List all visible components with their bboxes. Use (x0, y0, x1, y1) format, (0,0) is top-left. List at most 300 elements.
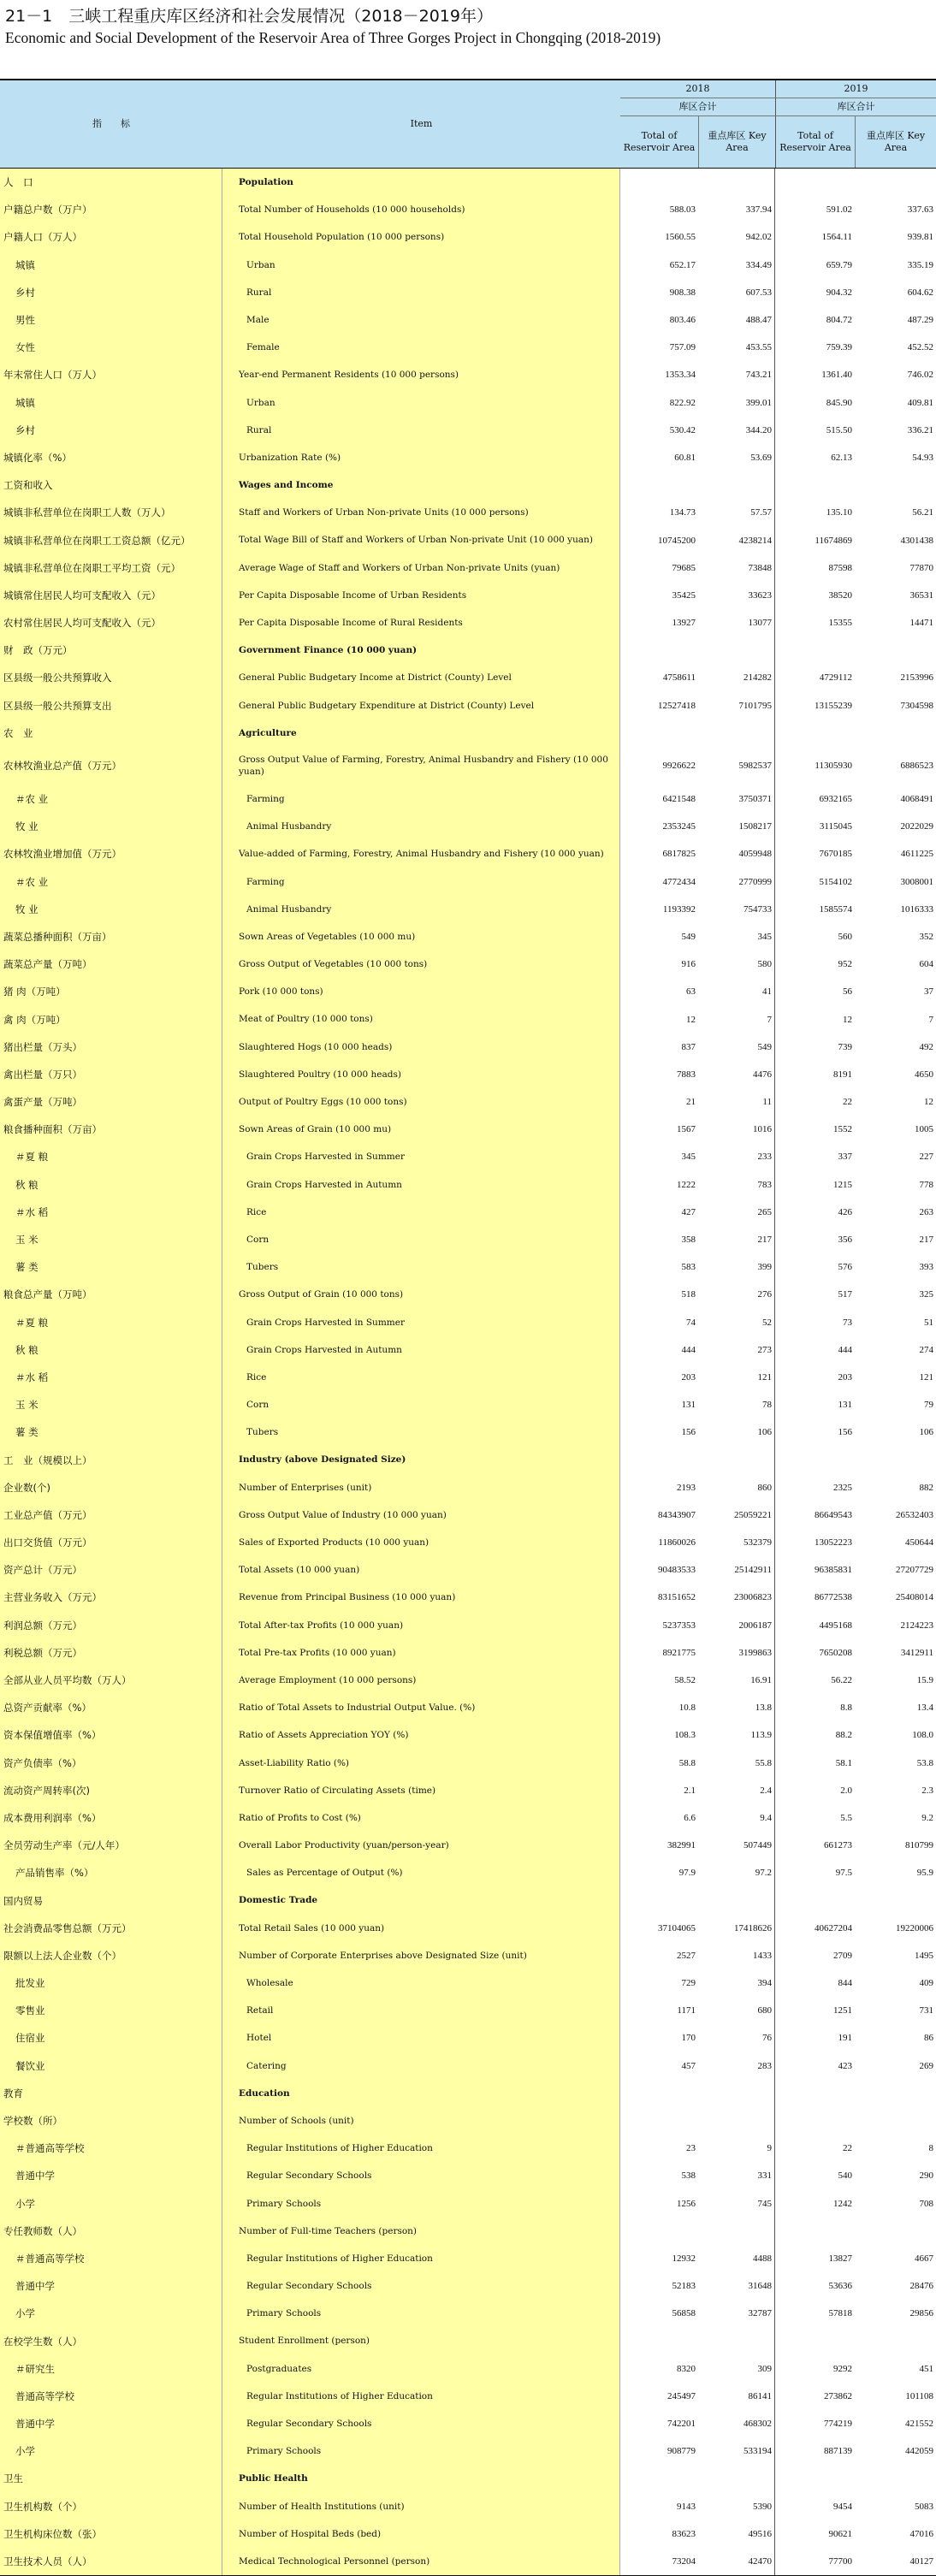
value-key-area-2019: 1495 (915, 1950, 933, 1961)
value-total-2019 (776, 2218, 855, 2245)
value-key-area-2018: 5390 (699, 2493, 775, 2520)
value-total-2018: 23 (686, 2143, 696, 2154)
indicator-cn: 教育 (0, 2080, 222, 2107)
indicator-cn: 城镇非私营单位在岗职工人数（万人） (0, 499, 222, 526)
value-total-2018: 8921775 (662, 1647, 696, 1658)
value-total-2019: 591.02 (826, 204, 852, 216)
item-en: Staff and Workers of Urban Non-private Units (10 000 persons) (222, 499, 620, 526)
value-key-area-2018: 78 (699, 1391, 775, 1418)
item-en: Student Enrollment (person) (222, 2327, 620, 2354)
indicator-cn: 禽蛋产量（万吨） (0, 1088, 222, 1116)
value-total-2019: 273862 (824, 2390, 852, 2401)
value-key-area-2018: 265 (699, 1199, 775, 1226)
value-key-area-2018: 743.21 (699, 361, 775, 388)
value-key-area-2018: 607.53 (699, 279, 775, 306)
value-key-area-2019: 121 (919, 1371, 933, 1383)
value-key-area-2019: 882 (919, 1482, 933, 1493)
table-row (0, 1997, 936, 2024)
header-indicator: 指 标 (0, 80, 223, 168)
value-key-area-2018: 4488 (699, 2245, 775, 2272)
value-total-2019: 53636 (828, 2281, 852, 2292)
indicator-cn: ＃普通高等学校 (0, 2135, 222, 2162)
indicator-cn: 区县级一般公共预算支出 (0, 692, 222, 720)
value-total-2019: 337 (838, 1152, 852, 1163)
indicator-cn: 工 业（规模以上） (0, 1446, 222, 1473)
item-en: Animal Husbandry (222, 813, 620, 840)
table-row (0, 1777, 936, 1804)
indicator-cn: 牧 业 (0, 896, 222, 923)
indicator-cn: 零售业 (0, 1997, 222, 2024)
item-en: Grain Crops Harvested in Summer (222, 1143, 620, 1170)
value-total-2018: 427 (681, 1206, 696, 1217)
value-key-area-2019: 4650 (915, 1069, 933, 1080)
value-total-2019 (776, 1446, 855, 1473)
value-total-2019: 7650208 (819, 1647, 852, 1658)
value-total-2019: 5154102 (819, 876, 852, 887)
value-key-area-2019: 778 (919, 1179, 933, 1190)
value-total-2018: 52183 (672, 2281, 696, 2292)
value-key-area-2018: 468302 (699, 2410, 775, 2437)
item-en: Female (222, 334, 620, 361)
indicator-cn: 产品销售率（%） (0, 1859, 222, 1886)
value-total-2019: 12 (843, 1014, 852, 1025)
table-row (0, 868, 936, 896)
value-key-area-2018: 3199863 (699, 1639, 775, 1667)
value-total-2019: 73 (843, 1317, 852, 1328)
table-row (0, 2135, 936, 2162)
value-total-2018: 742201 (667, 2419, 696, 2430)
item-en: Agriculture (222, 720, 620, 747)
item-en: Wages and Income (222, 471, 620, 499)
category-row (0, 2080, 936, 2107)
value-total-2018: 757.09 (669, 342, 696, 353)
table-row (0, 196, 936, 223)
category-row (0, 1446, 936, 1473)
table-row (0, 2355, 936, 2383)
table-row (0, 1116, 936, 1143)
value-total-2019: 22 (843, 2143, 852, 2154)
category-row (0, 1886, 936, 1914)
value-total-2019: 88.2 (835, 1730, 852, 1741)
value-total-2019: 4495168 (819, 1620, 852, 1631)
value-key-area-2018: 580 (699, 950, 775, 978)
value-total-2019: 8.8 (840, 1703, 852, 1714)
value-total-2018: 60.81 (674, 452, 696, 463)
table-row (0, 1721, 936, 1749)
value-total-2019 (776, 471, 855, 499)
indicator-cn: 猪 肉（万吨） (0, 978, 222, 1005)
value-key-area-2019: 7 (928, 1014, 933, 1025)
value-key-area-2018: 217 (699, 1226, 775, 1253)
indicator-cn: 薯 类 (0, 1253, 222, 1281)
item-en: Number of Schools (unit) (222, 2107, 620, 2135)
header-reservoir-total-2018: 库区合计 (620, 98, 776, 116)
value-key-area-2018: 283 (699, 2052, 775, 2080)
indicator-cn: 流动资产周转率(次) (0, 1777, 222, 1804)
value-key-area-2019: 810799 (905, 1840, 933, 1851)
value-key-area-2018: 97.2 (699, 1859, 775, 1886)
indicator-cn: ＃农 业 (0, 785, 222, 813)
indicator-cn: 普通中学 (0, 2272, 222, 2300)
value-total-2019: 86772538 (815, 1592, 852, 1603)
value-total-2019: 13052223 (815, 1537, 852, 1549)
item-en: Total Wage Bill of Staff and Workers of Urban Non-private Unit (10 000 yuan) (222, 526, 620, 554)
item-en: General Public Budgetary Income at District (County) Level (222, 664, 620, 691)
value-total-2019: 426 (838, 1206, 852, 1217)
value-key-area-2019: 4301438 (900, 535, 933, 546)
item-en: Regular Secondary Schools (222, 2272, 620, 2300)
table-row (0, 1253, 936, 1281)
table-row (0, 2520, 936, 2548)
value-key-area-2019 (856, 1886, 936, 1914)
value-key-area-2018: 745 (699, 2190, 775, 2218)
value-key-area-2018: 507449 (699, 1832, 775, 1859)
value-key-area-2019: 337.63 (907, 204, 933, 216)
value-total-2019: 2325 (833, 1482, 852, 1493)
table-row (0, 389, 936, 417)
table-body (0, 169, 936, 2575)
value-total-2018 (620, 169, 698, 196)
value-key-area-2018 (699, 2107, 775, 2135)
value-key-area-2018: 7 (699, 1005, 775, 1033)
item-en: Sown Areas of Vegetables (10 000 mu) (222, 923, 620, 950)
indicator-cn: 玉 米 (0, 1391, 222, 1418)
indicator-cn: 城镇化率（%） (0, 444, 222, 471)
item-en: Year-end Permanent Residents (10 000 persons) (222, 361, 620, 388)
value-key-area-2018: 3750371 (699, 785, 775, 813)
table-row (0, 334, 936, 361)
table-row (0, 2437, 936, 2465)
value-total-2018: 444 (681, 1344, 696, 1355)
table-row (0, 747, 936, 785)
value-total-2018: 12932 (672, 2253, 696, 2264)
value-total-2018: 1222 (677, 1179, 696, 1190)
value-total-2018: 73204 (672, 2556, 696, 2567)
table-row (0, 361, 936, 388)
category-row (0, 637, 936, 664)
value-total-2018: 58.8 (678, 1757, 696, 1768)
value-key-area-2019 (856, 2080, 936, 2107)
value-key-area-2019: 8 (928, 2143, 933, 2154)
value-key-area-2018: 41 (699, 978, 775, 1005)
value-total-2019: 1361.40 (821, 370, 852, 381)
value-total-2018: 7883 (677, 1069, 696, 1080)
value-key-area-2019: 4667 (915, 2253, 933, 2264)
value-total-2018: 9143 (677, 2501, 696, 2512)
value-key-area-2019: 2124223 (900, 1620, 933, 1631)
value-key-area-2018: 121 (699, 1364, 775, 1391)
category-row (0, 2465, 936, 2492)
indicator-cn: 资产总计（万元） (0, 1556, 222, 1584)
indicator-cn: 住宿业 (0, 2024, 222, 2052)
value-key-area-2019: 4611225 (900, 849, 933, 860)
value-key-area-2018: 9.4 (699, 1804, 775, 1832)
table-row (0, 2410, 936, 2437)
value-total-2019: 56 (843, 986, 852, 998)
indicator-cn: 粮食播种面积（万亩） (0, 1116, 222, 1143)
value-key-area-2018 (699, 169, 775, 196)
indicator-cn: 城镇非私营单位在岗职工平均工资（元） (0, 554, 222, 582)
item-en: Slaughtered Hogs (10 000 heads) (222, 1033, 620, 1061)
table-row (0, 554, 936, 582)
value-total-2018: 1193392 (662, 903, 696, 915)
table-row (0, 692, 936, 720)
value-key-area-2018: 16.91 (699, 1667, 775, 1694)
table-row (0, 2024, 936, 2052)
indicator-cn: ＃夏 粮 (0, 1143, 222, 1170)
value-key-area-2018: 31648 (699, 2272, 775, 2300)
item-en: Number of Health Institutions (unit) (222, 2493, 620, 2520)
indicator-cn: 国内贸易 (0, 1886, 222, 1914)
value-key-area-2018: 783 (699, 1171, 775, 1199)
header-year-2019: 2019 (776, 80, 936, 98)
value-key-area-2018: 276 (699, 1281, 775, 1308)
value-key-area-2019: 263 (919, 1206, 933, 1217)
value-key-area-2019: 352 (919, 931, 933, 942)
item-en: Revenue from Principal Business (10 000 yuan) (222, 1584, 620, 1611)
value-key-area-2019: 28476 (909, 2281, 933, 2292)
table-row (0, 1942, 936, 1969)
value-key-area-2018: 52 (699, 1309, 775, 1336)
table-row (0, 223, 936, 251)
value-total-2018: 908779 (667, 2446, 696, 2457)
indicator-cn: 户籍人口（万人） (0, 223, 222, 251)
item-en: General Public Budgetary Expenditure at District (County) Level (222, 692, 620, 720)
value-key-area-2018: 942.02 (699, 223, 775, 251)
value-total-2019 (776, 2327, 855, 2354)
value-total-2019: 90621 (828, 2528, 852, 2539)
value-total-2018: 837 (681, 1041, 696, 1052)
table-row (0, 1501, 936, 1529)
value-key-area-2018: 549 (699, 1033, 775, 1061)
header-total-2018: Total of Reservoir Area (620, 116, 699, 168)
indicator-cn: 蔬菜总播种面积（万亩） (0, 923, 222, 950)
indicator-cn: 城镇常住居民人均可支配收入（元） (0, 582, 222, 609)
indicator-cn: 禽 肉（万吨） (0, 1005, 222, 1033)
value-key-area-2018: 106 (699, 1418, 775, 1446)
item-en: Total Assets (10 000 yuan) (222, 1556, 620, 1584)
value-total-2018 (620, 471, 698, 499)
value-key-area-2018: 2006187 (699, 1612, 775, 1639)
item-en: Average Wage of Staff and Workers of Urban Non-private Units (yuan) (222, 554, 620, 582)
value-key-area-2019: 95.9 (916, 1868, 933, 1879)
indicator-cn: 企业数(个) (0, 1474, 222, 1501)
value-total-2018: 58.52 (674, 1675, 696, 1686)
table-row (0, 2245, 936, 2272)
value-key-area-2019: 27207729 (896, 1565, 933, 1576)
table-row (0, 1474, 936, 1501)
item-en: Grain Crops Harvested in Summer (222, 1309, 620, 1336)
value-total-2018: 90483533 (658, 1565, 696, 1576)
indicator-cn: 秋 粮 (0, 1171, 222, 1199)
indicator-cn: 秋 粮 (0, 1336, 222, 1364)
value-total-2018: 9926622 (662, 761, 696, 772)
value-key-area-2018: 53.69 (699, 444, 775, 471)
value-total-2018: 12527418 (658, 700, 696, 711)
value-total-2018: 1560.55 (665, 232, 696, 243)
value-key-area-2019: 409 (919, 1978, 933, 1989)
value-total-2018: 8320 (677, 2363, 696, 2374)
table-row (0, 1694, 936, 1721)
indicator-cn: 工资和收入 (0, 471, 222, 499)
table-row (0, 1336, 936, 1364)
value-key-area-2019: 1005 (915, 1124, 933, 1135)
item-en: Corn (222, 1226, 620, 1253)
value-key-area-2018: 1016 (699, 1116, 775, 1143)
item-en: Output of Poultry Eggs (10 000 tons) (222, 1088, 620, 1116)
value-total-2018: 2353245 (662, 821, 696, 832)
indicator-cn: 乡村 (0, 279, 222, 306)
item-en: Gross Output Value of Farming, Forestry, Animal Husbandry and Fishery (10 000 yuan) (222, 747, 620, 785)
value-total-2019: 56.22 (831, 1675, 852, 1686)
value-key-area-2019: 19220006 (896, 1922, 933, 1933)
value-total-2019: 3115045 (819, 821, 852, 832)
value-key-area-2019: 3008001 (900, 876, 933, 887)
value-total-2018: 10.8 (678, 1703, 696, 1714)
value-key-area-2018 (699, 1886, 775, 1914)
value-total-2019: 13827 (828, 2253, 852, 2264)
value-total-2019 (776, 2107, 855, 2135)
table-row (0, 1281, 936, 1308)
value-key-area-2019: 1016333 (900, 903, 933, 915)
value-key-area-2018: 399.01 (699, 389, 775, 417)
indicator-cn: 成本费用利润率（%） (0, 1804, 222, 1832)
value-total-2019 (776, 169, 855, 196)
value-key-area-2018: 334.49 (699, 252, 775, 279)
value-total-2018 (620, 720, 698, 747)
value-total-2019: 952 (838, 959, 852, 970)
value-key-area-2019: 227 (919, 1152, 933, 1163)
table-row (0, 2493, 936, 2520)
value-total-2018: 822.92 (669, 397, 696, 408)
value-key-area-2019: 269 (919, 2060, 933, 2071)
value-key-area-2018: 49516 (699, 2520, 775, 2548)
indicator-cn: 玉 米 (0, 1226, 222, 1253)
indicator-cn: 学校数（所） (0, 2107, 222, 2135)
indicator-cn: 禽出栏量（万只） (0, 1061, 222, 1088)
table-row (0, 2272, 936, 2300)
value-key-area-2018: 76 (699, 2024, 775, 2052)
table-row (0, 896, 936, 923)
value-key-area-2019: 86 (924, 2033, 933, 2044)
value-key-area-2019: 452.52 (907, 342, 933, 353)
table-row (0, 840, 936, 868)
indicator-cn: 专任教师数（人） (0, 2218, 222, 2245)
value-total-2019: 904.32 (826, 287, 852, 298)
item-en: Postgraduates (222, 2355, 620, 2383)
value-total-2019: 11674869 (815, 535, 852, 546)
value-total-2019: 540 (838, 2170, 852, 2182)
value-key-area-2018: 25059221 (699, 1501, 775, 1529)
value-key-area-2019: 451 (919, 2363, 933, 2374)
indicator-cn: 城镇 (0, 389, 222, 417)
value-total-2018 (620, 2080, 698, 2107)
table-row (0, 1171, 936, 1199)
item-en: Farming (222, 868, 620, 896)
item-en: Pork (10 000 tons) (222, 978, 620, 1005)
value-total-2019: 86649543 (815, 1509, 852, 1520)
item-en: Average Employment (10 000 persons) (222, 1667, 620, 1694)
indicator-cn: 卫生 (0, 2465, 222, 2492)
value-total-2018: 4772434 (662, 876, 696, 887)
value-total-2019: 11305930 (815, 761, 852, 772)
item-en: Ratio of Total Assets to Industrial Output Value. (%) (222, 1694, 620, 1721)
table-row (0, 1005, 936, 1033)
value-key-area-2018: 2770999 (699, 868, 775, 896)
value-total-2019: 131 (838, 1400, 852, 1411)
value-total-2018: 37104065 (658, 1922, 696, 1933)
value-total-2018: 134.73 (669, 507, 696, 518)
item-en: Slaughtered Poultry (10 000 heads) (222, 1061, 620, 1088)
value-total-2019: 40627204 (815, 1922, 852, 1933)
value-key-area-2018: 73848 (699, 554, 775, 582)
value-key-area-2019 (856, 2218, 936, 2245)
indicator-cn: 限额以上法人企业数（个） (0, 1942, 222, 1969)
value-total-2018: 4758611 (662, 672, 696, 684)
value-total-2019: 13155239 (815, 700, 852, 711)
value-total-2019 (776, 637, 855, 664)
value-total-2019: 4729112 (819, 672, 852, 684)
value-total-2019: 38520 (828, 589, 852, 601)
value-total-2018: 803.46 (669, 315, 696, 326)
indicator-cn: 蔬菜总产量（万吨） (0, 950, 222, 978)
value-total-2018: 1256 (677, 2198, 696, 2209)
header-reservoir-total-2019: 库区合计 (776, 98, 936, 116)
indicator-cn: 农林牧渔业增加值（万元） (0, 840, 222, 868)
value-key-area-2019: 442059 (905, 2446, 933, 2457)
value-total-2019 (776, 2465, 855, 2492)
item-en: Domestic Trade (222, 1886, 620, 1914)
item-en: Regular Institutions of Higher Education (222, 2383, 620, 2410)
value-total-2019: 739 (838, 1041, 852, 1052)
item-en: Rural (222, 417, 620, 444)
item-en: Rice (222, 1199, 620, 1226)
value-key-area-2018: 309 (699, 2355, 775, 2383)
value-total-2019: 1564.11 (821, 232, 852, 243)
value-key-area-2019: 2022029 (900, 821, 933, 832)
indicator-cn: 卫生技术人员（人） (0, 2548, 222, 2575)
value-total-2019: 774219 (824, 2419, 852, 2430)
item-en: Industry (above Designated Size) (222, 1446, 620, 1473)
value-total-2018: 729 (681, 1978, 696, 1989)
value-total-2018: 2527 (677, 1950, 696, 1961)
value-total-2019: 156 (838, 1427, 852, 1438)
value-total-2018: 652.17 (669, 259, 696, 270)
indicator-cn: 普通高等学校 (0, 2383, 222, 2410)
indicator-cn: 猪出栏量（万头） (0, 1033, 222, 1061)
value-total-2018: 74 (686, 1317, 696, 1328)
value-key-area-2019 (856, 1446, 936, 1473)
table-row (0, 1033, 936, 1061)
indicator-cn: ＃水 稻 (0, 1199, 222, 1226)
item-en: Total After-tax Profits (10 000 yuan) (222, 1612, 620, 1639)
table-row (0, 1418, 936, 1446)
value-key-area-2019: 4068491 (900, 794, 933, 805)
indicator-cn: 在校学生数（人） (0, 2327, 222, 2354)
table-row (0, 609, 936, 637)
table-row (0, 2107, 936, 2135)
value-key-area-2018 (699, 2465, 775, 2492)
value-key-area-2018: 754733 (699, 896, 775, 923)
value-total-2019: 58.1 (835, 1757, 852, 1768)
value-key-area-2018: 113.9 (699, 1721, 775, 1749)
value-key-area-2019: 393 (919, 1262, 933, 1273)
indicator-cn: 人 口 (0, 169, 222, 196)
indicator-cn: 全员劳动生产率（元/人年） (0, 1832, 222, 1859)
value-key-area-2018: 4059948 (699, 840, 775, 868)
value-total-2019: 515.50 (826, 424, 852, 435)
header-total-2019: Total of Reservoir Area (776, 116, 856, 168)
